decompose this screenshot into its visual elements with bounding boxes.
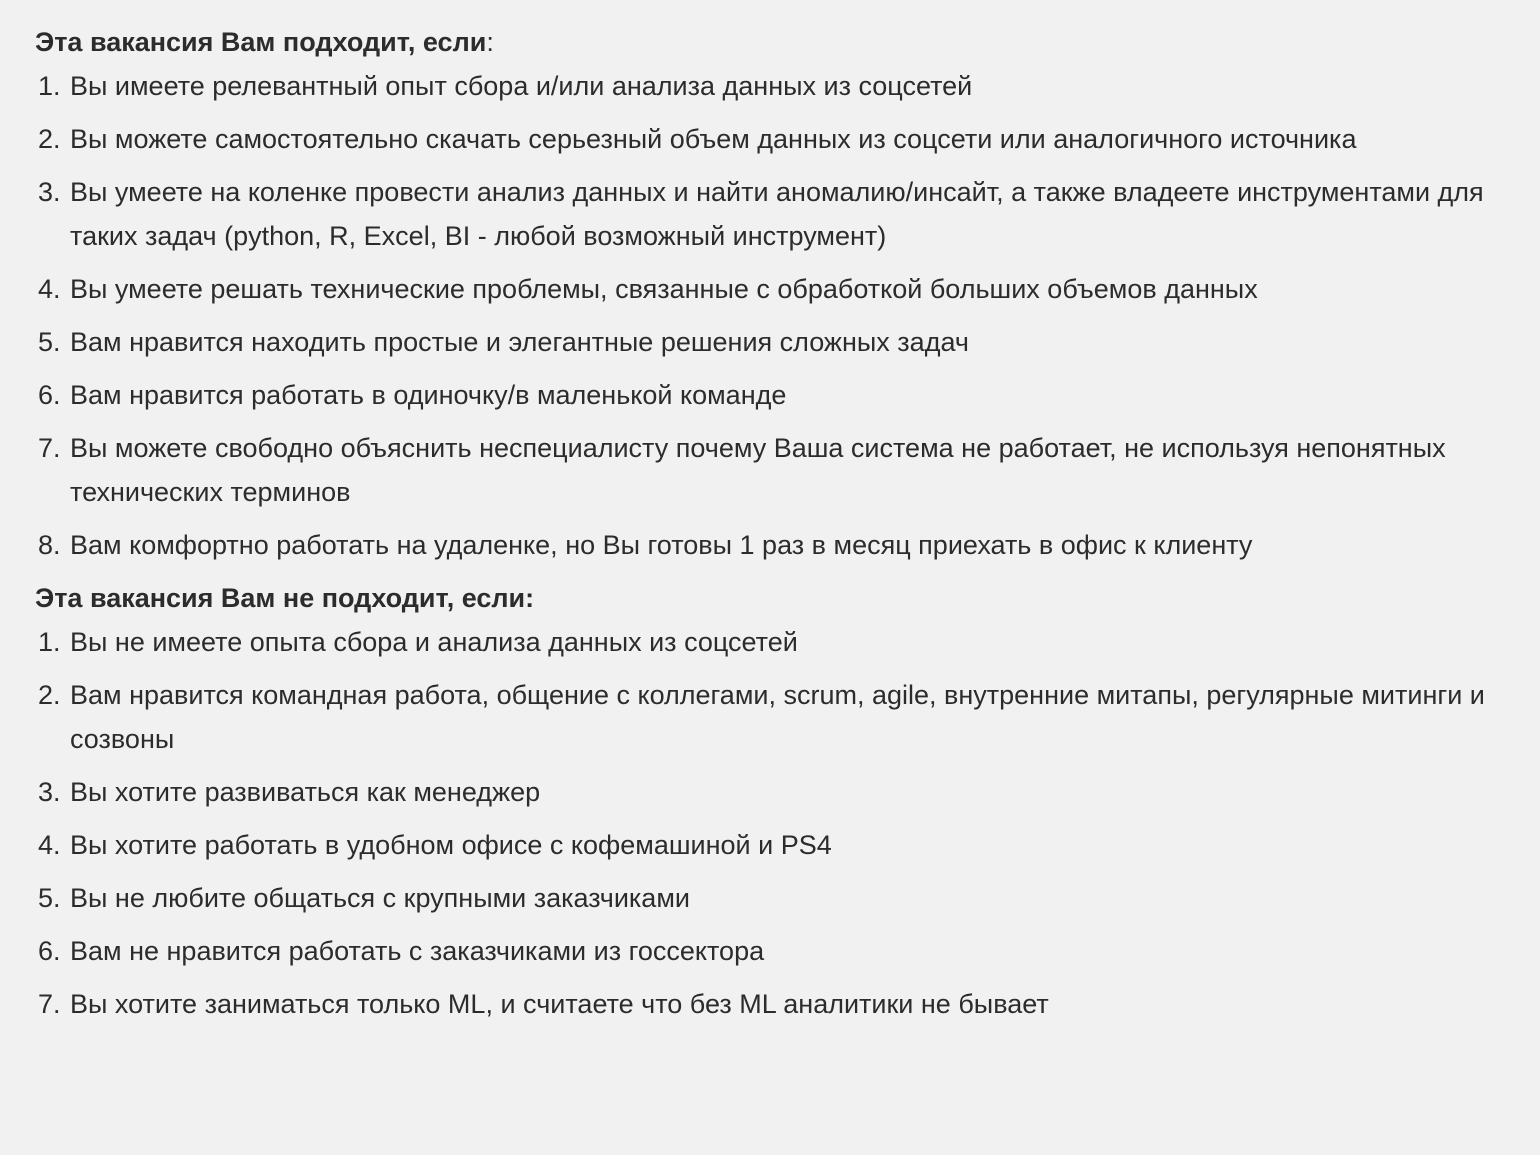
- list-item-text: Вы хотите работать в удобном офисе с кофемашиной и PS4: [70, 830, 832, 860]
- list-item-text: Вам нравится находить простые и элегантные решения сложных задач: [70, 327, 969, 357]
- list-item: [35, 770, 1495, 814]
- vacancy-requirements: [35, 20, 1495, 1035]
- list-item-text: Вы можете самостоятельно скачать серьезный объем данных из соцсети или аналогичного источника: [70, 124, 1357, 154]
- list-item-number: 6.: [38, 380, 61, 410]
- suitable-heading-text: Эта вакансия Вам подходит, если: [35, 27, 487, 57]
- list-item-number: 5.: [38, 883, 61, 913]
- list-item-text: Вы хотите развиваться как менеджер: [70, 777, 541, 807]
- list-item: [35, 117, 1495, 161]
- list-item-number: 4.: [38, 274, 61, 304]
- list-item-number: 7.: [38, 989, 61, 1019]
- list-item-number: 1.: [38, 71, 61, 101]
- list-item-text: Вам не нравится работать с заказчиками из госсектора: [70, 936, 765, 966]
- list-item-number: 2.: [38, 680, 61, 710]
- list-item-text: Вам комфортно работать на удаленке, но Вы готовы 1 раз в месяц приехать в офис к клиенту: [70, 530, 1253, 560]
- suitable-list: [35, 64, 1495, 567]
- list-item-number: 1.: [38, 627, 61, 657]
- list-item-text: Вы можете свободно объяснить неспециалисту почему Ваша система не работает, не используя непонятных технических терминов: [70, 433, 1446, 507]
- list-item: [35, 982, 1495, 1026]
- list-item: [35, 170, 1495, 258]
- list-item-number: 5.: [38, 327, 61, 357]
- unsuitable-heading-text: Эта вакансия Вам не подходит, если: [35, 583, 526, 613]
- list-item-number: 8.: [38, 530, 61, 560]
- list-item-text: Вы имеете релевантный опыт сбора и/или анализа данных из соцсетей: [70, 71, 973, 101]
- list-item-number: 4.: [38, 830, 61, 860]
- list-item-text: Вы не имеете опыта сбора и анализа данных из соцсетей: [70, 627, 798, 657]
- unsuitable-heading: [35, 576, 1495, 620]
- list-item: [35, 673, 1495, 761]
- list-item: [35, 523, 1495, 567]
- list-item: [35, 267, 1495, 311]
- unsuitable-heading-colon: :: [525, 583, 535, 613]
- list-item-number: 3.: [38, 777, 61, 807]
- unsuitable-list: [35, 620, 1495, 1026]
- list-item: [35, 620, 1495, 664]
- list-item-number: 7.: [38, 433, 61, 463]
- list-item-text: Вы не любите общаться с крупными заказчиками: [70, 883, 690, 913]
- suitable-heading-colon: :: [486, 27, 494, 57]
- list-item-number: 3.: [38, 177, 61, 207]
- list-item: [35, 426, 1495, 514]
- list-item: [35, 876, 1495, 920]
- list-item-number: 6.: [38, 936, 61, 966]
- list-item: [35, 823, 1495, 867]
- suitable-heading: [35, 20, 1495, 64]
- list-item: [35, 320, 1495, 364]
- list-item: [35, 64, 1495, 108]
- list-item-text: Вам нравится командная работа, общение с коллегами, scrum, agile, внутренние митапы, регулярные митинги и созвоны: [70, 680, 1485, 754]
- list-item: [35, 929, 1495, 973]
- list-item-text: Вам нравится работать в одиночку/в маленькой команде: [70, 380, 787, 410]
- list-item-number: 2.: [38, 124, 61, 154]
- list-item-text: Вы умеете решать технические проблемы, связанные с обработкой больших объемов данных: [70, 274, 1258, 304]
- list-item: [35, 373, 1495, 417]
- list-item-text: Вы хотите заниматься только ML, и считаете что без ML аналитики не бывает: [70, 989, 1049, 1019]
- list-item-text: Вы умеете на коленке провести анализ данных и найти аномалию/инсайт, а также владеете инструментами для таких задач (python, R, Excel, BI - любой возможный инструмент): [70, 177, 1484, 251]
